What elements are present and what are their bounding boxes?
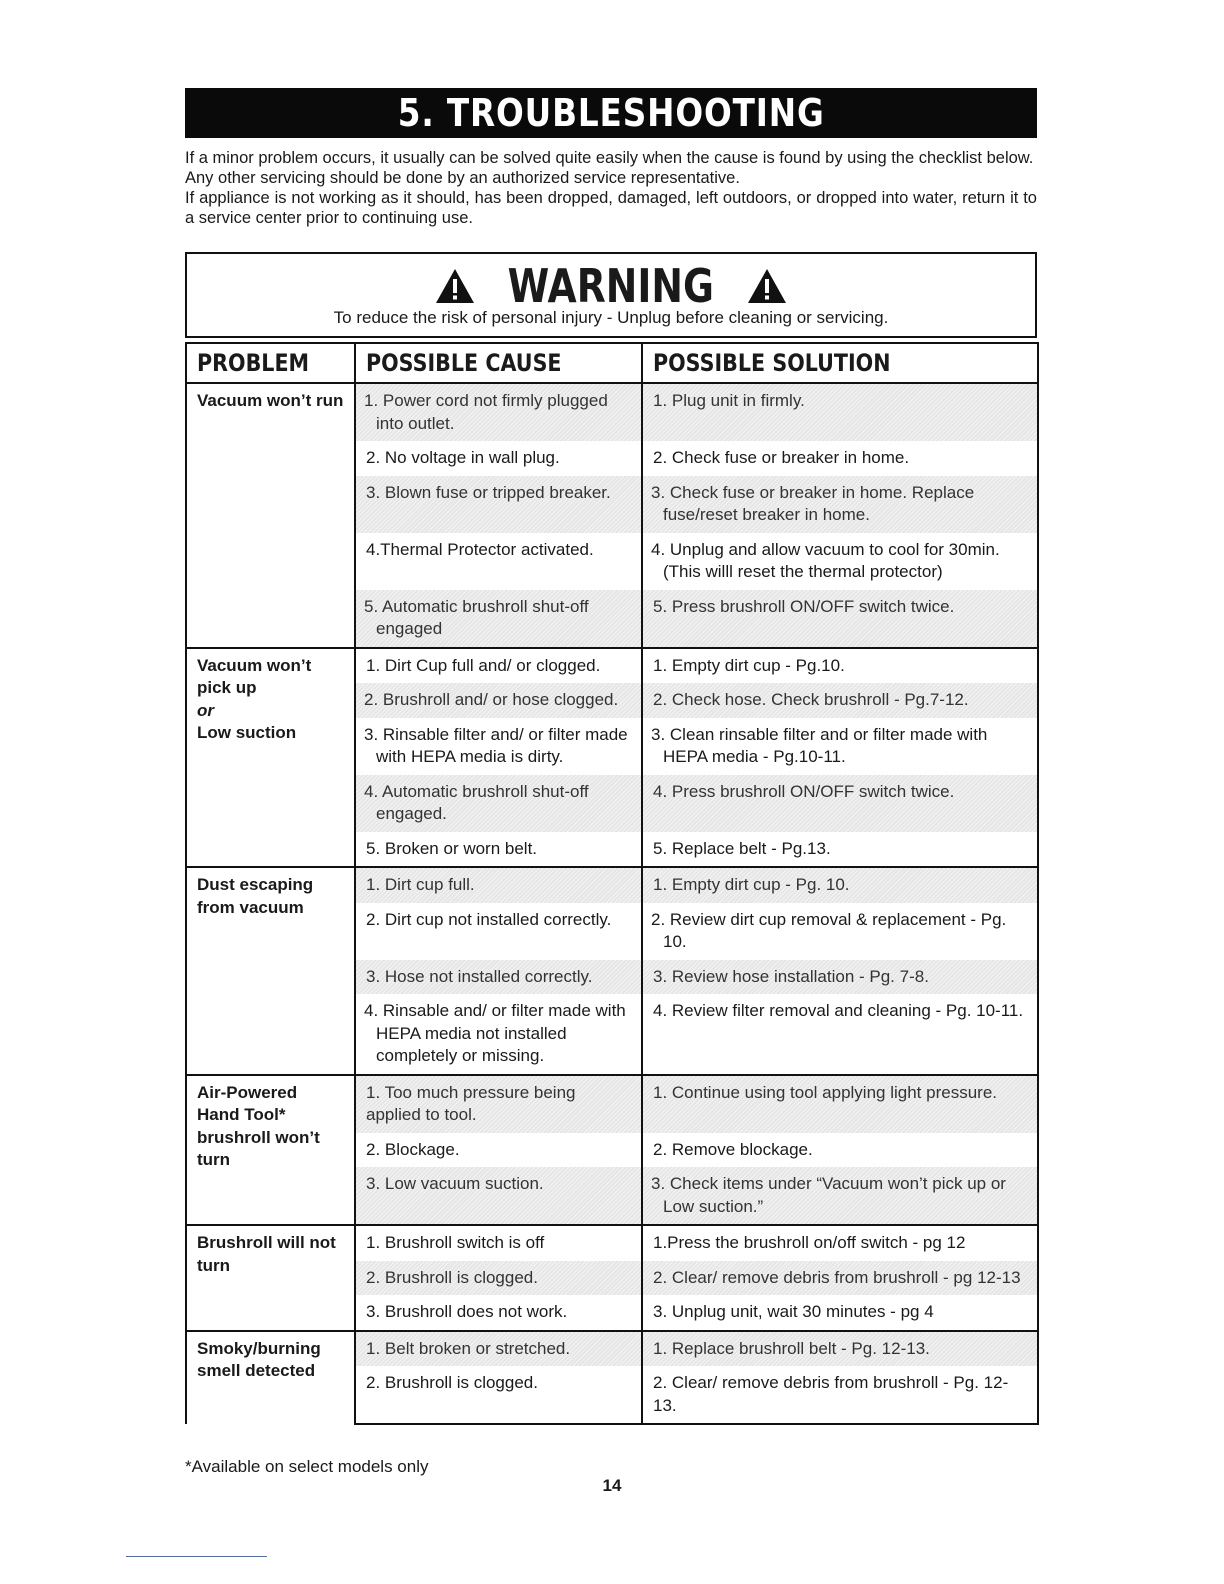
solution-cell: 4. Review filter removal and cleaning - Pg. 10-11. bbox=[653, 1001, 1024, 1020]
solution-cell: 1. Empty dirt cup - Pg. 10. bbox=[653, 875, 850, 894]
cause-cell: 1. Dirt cup full. bbox=[366, 875, 475, 894]
solution-cell: 2. Check fuse or breaker in home. bbox=[653, 448, 910, 467]
solution-cell: 2. Clear/ remove debris from brushroll - pg 12-13 bbox=[653, 1267, 1021, 1287]
warning-text: To reduce the risk of personal injury - Unplug before cleaning or servicing. bbox=[333, 308, 889, 327]
intro-paragraph-3: If appliance is not working as it should, has been dropped, damaged, left outdoors, or dropped into water, return it to a service center prior to continuing use. bbox=[185, 189, 1037, 227]
solution-cell: 4. Press brushroll ON/OFF switch twice. bbox=[653, 781, 955, 801]
solution-cell: 3. Review hose installation - Pg. 7-8. bbox=[653, 966, 929, 986]
cause-cell: 2. Brushroll is clogged. bbox=[366, 1267, 538, 1287]
cause-cell: 5. Automatic brushroll shut-off engaged bbox=[364, 596, 589, 638]
problem-cell: Smoky/burning smell detected bbox=[186, 1331, 355, 1425]
solution-cell: 1. Plug unit in firmly. bbox=[653, 391, 805, 410]
table-row bbox=[186, 383, 1038, 441]
cause-cell: 2. Brushroll and/ or hose clogged. bbox=[364, 690, 619, 709]
warning-triangle-icon bbox=[435, 268, 475, 304]
footnote: *Available on select models only bbox=[185, 1457, 429, 1476]
solution-cell: 1. Continue using tool applying light pressure. bbox=[653, 1082, 997, 1102]
cause-cell: 1. Belt broken or stretched. bbox=[366, 1338, 571, 1358]
cause-cell: 2. Brushroll is clogged. bbox=[366, 1373, 538, 1392]
solution-cell: 2. Check hose. Check brushroll - Pg.7-12. bbox=[653, 690, 969, 709]
solution-cell: 5. Replace belt - Pg.13. bbox=[653, 838, 831, 858]
section-title-bar bbox=[185, 88, 1037, 138]
solution-cell: 2. Review dirt cup removal & replacement - Pg. 10. bbox=[651, 909, 1007, 951]
problem-line: Low suction bbox=[197, 723, 297, 742]
problem-or: or bbox=[197, 700, 214, 720]
page-number: 14 bbox=[602, 1476, 622, 1495]
header-possible-solution: POSSIBLE SOLUTION bbox=[642, 343, 1038, 383]
table-row bbox=[186, 1331, 1038, 1367]
header-problem: PROBLEM bbox=[186, 343, 355, 383]
cause-cell: 1. Power cord not firmly plugged into outlet. bbox=[364, 391, 608, 433]
solution-cell: 4. Unplug and allow vacuum to cool for 30min. (This willl reset the thermal protector) bbox=[651, 539, 1000, 581]
warning-triangle-icon bbox=[747, 268, 787, 304]
warning-heading bbox=[187, 256, 1035, 312]
intro-text bbox=[185, 148, 1037, 228]
cause-cell: 2. Blockage. bbox=[366, 1139, 460, 1159]
warning-title: WARNING bbox=[507, 258, 715, 313]
solution-cell: 5. Press brushroll ON/OFF switch twice. bbox=[653, 596, 955, 616]
cause-cell: 3. Hose not installed correctly. bbox=[366, 966, 593, 986]
cause-cell: 1. Too much pressure being applied to tool. bbox=[366, 1082, 576, 1124]
cause-cell: 3. Low vacuum suction. bbox=[366, 1174, 544, 1193]
solution-cell: 1. Empty dirt cup - Pg.10. bbox=[653, 655, 845, 675]
solution-cell: 3. Check fuse or breaker in home. Replace fuse/reset breaker in home. bbox=[651, 482, 975, 524]
intro-paragraph-1: If a minor problem occurs, it usually can be solved quite easily when the cause is found by using the checklist below. bbox=[185, 149, 1034, 167]
table-row bbox=[186, 867, 1038, 903]
cause-cell: 2. No voltage in wall plug. bbox=[366, 448, 560, 467]
intro-paragraph-2: Any other servicing should be done by an authorized service representative. bbox=[185, 169, 740, 187]
problem-cell: Air-Powered Hand Tool* brushroll won’t turn bbox=[186, 1075, 355, 1226]
cause-cell: 3. Brushroll does not work. bbox=[366, 1302, 568, 1321]
solution-cell: 2. Remove blockage. bbox=[653, 1139, 813, 1159]
cause-cell: 3. Rinsable filter and/ or filter made with HEPA media is dirty. bbox=[364, 724, 628, 766]
cause-cell: 4.Thermal Protector activated. bbox=[366, 539, 594, 559]
cause-cell: 4. Rinsable and/ or filter made with HEPA media not installed completely or missing. bbox=[364, 1001, 626, 1065]
problem-cell: Brushroll will not turn bbox=[186, 1225, 355, 1331]
solution-cell: 3. Check items under “Vacuum won’t pick up or Low suction.” bbox=[651, 1174, 1006, 1216]
solution-cell: 3. Clean rinsable filter and or filter made with HEPA media - Pg.10-11. bbox=[651, 724, 988, 766]
divider bbox=[126, 1556, 267, 1557]
cause-cell: 4. Automatic brushroll shut-off engaged. bbox=[364, 781, 589, 823]
solution-cell: 1. Replace brushroll belt - Pg. 12-13. bbox=[653, 1338, 930, 1358]
cause-cell: 5. Broken or worn belt. bbox=[366, 838, 538, 858]
solution-cell: 2. Clear/ remove debris from brushroll - Pg. 12-13. bbox=[653, 1373, 1009, 1415]
cause-cell: 3. Blown fuse or tripped breaker. bbox=[366, 482, 611, 502]
section-title: 5. TROUBLESHOOTING bbox=[397, 91, 825, 135]
solution-cell: 1.Press the brushroll on/off switch - pg 12 bbox=[653, 1233, 966, 1252]
header-possible-cause: POSSIBLE CAUSE bbox=[355, 343, 642, 383]
table-row bbox=[186, 1075, 1038, 1133]
solution-cell: 3. Unplug unit, wait 30 minutes - pg 4 bbox=[653, 1302, 934, 1321]
problem-cell bbox=[186, 648, 355, 868]
troubleshooting-table bbox=[185, 342, 1039, 1425]
cause-cell: 2. Dirt cup not installed correctly. bbox=[366, 909, 612, 929]
problem-line: Vacuum won’t pick up bbox=[197, 655, 312, 697]
table-row bbox=[186, 648, 1038, 684]
problem-cell: Vacuum won’t run bbox=[186, 383, 355, 648]
table-row bbox=[186, 1225, 1038, 1261]
problem-cell: Dust escaping from vacuum bbox=[186, 867, 355, 1075]
cause-cell: 1. Brushroll switch is off bbox=[366, 1233, 545, 1252]
warning-box bbox=[185, 252, 1037, 338]
cause-cell: 1. Dirt Cup full and/ or clogged. bbox=[366, 655, 601, 675]
